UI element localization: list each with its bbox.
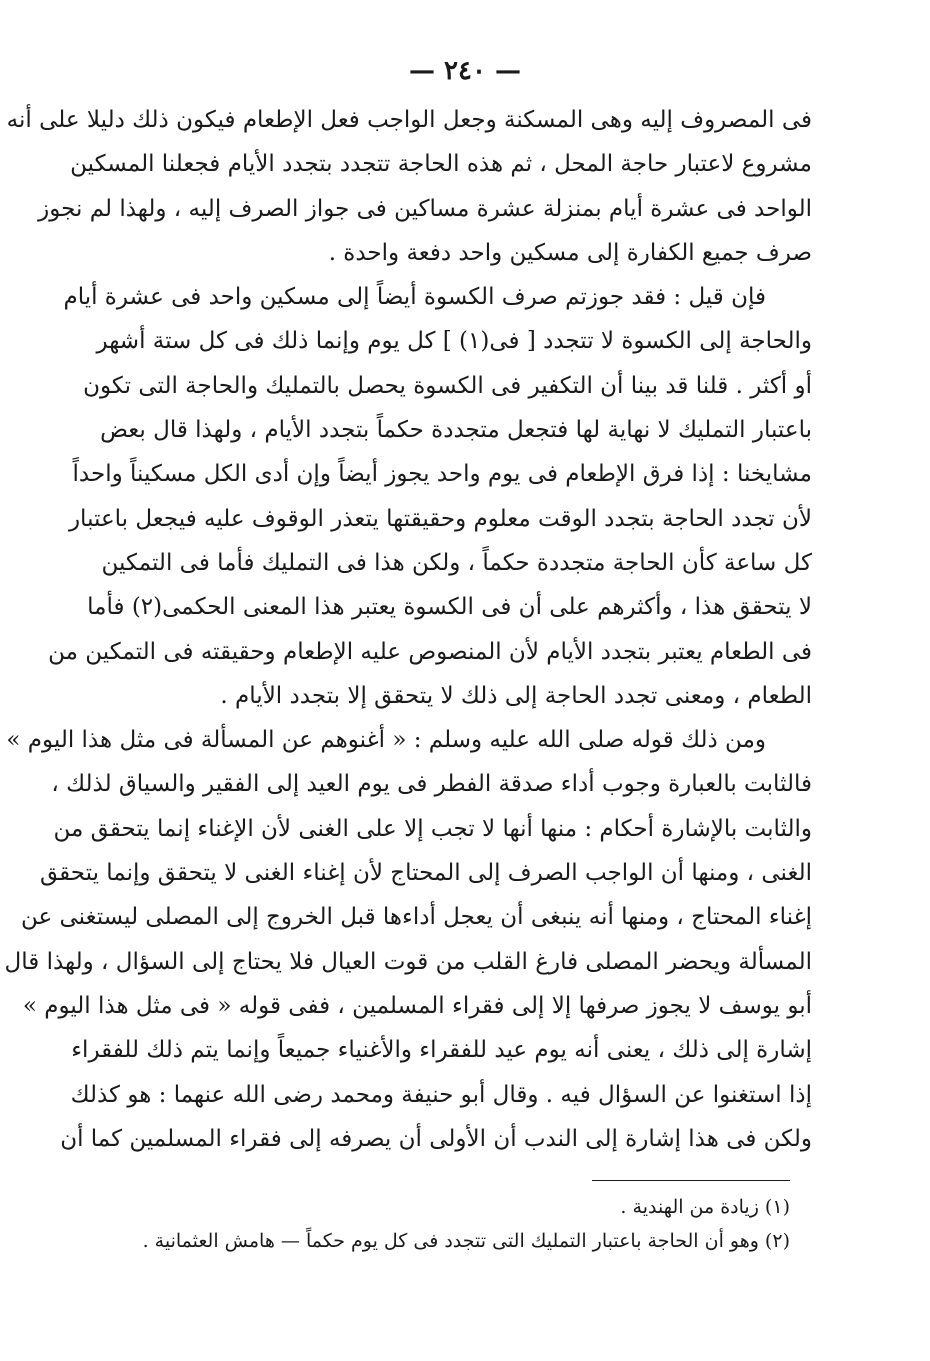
paragraph-3 <box>4 718 812 1161</box>
text-line: فى الطعام يعتبر بتجدد الأيام لأن المنصوص عليه الإطعام وحقيقته فى التمكين من <box>48 638 812 665</box>
text-line: فالثابت بالعبارة وجوب أداء صدقة الفطر فى يوم العيد إلى الفقير والسياق لذلك ، <box>51 771 812 798</box>
footnote-2: (٢) وهو أن الحاجة باعتبار التمليك التى تتجدد فى كل يوم حكماً — هامش العثمانية . <box>142 1230 790 1252</box>
text-line: إغناء المحتاج ، ومنها أنه ينبغى أن يعجل أداءها قبل الخروج إلى المصلى ليستغنى عن <box>20 904 812 931</box>
text-line: ومن ذلك قوله صلى الله عليه وسلم : « أغنوهم عن المسألة فى مثل هذا اليوم » <box>6 727 766 754</box>
footnotes <box>110 1190 790 1258</box>
paragraph-1 <box>6 98 812 275</box>
text-line: إذا استغنوا عن السؤال فيه . وقال أبو حنيفة ومحمد رضى الله عنهما : هو كذلك <box>70 1081 812 1108</box>
footnote-1: (١) زيادة من الهندية . <box>620 1196 790 1218</box>
text-line: الغنى ، ومنها أن الواجب الصرف إلى المحتاج لأن إغناء الغنى لا يتحقق وإنما يتحقق <box>39 860 812 887</box>
text-line: الواحد فى عشرة أيام بمنزلة عشرة مساكين فى جواز الصرف إليه ، ولهذا لم نجوز <box>38 195 812 222</box>
text-line: ولكن فى هذا إشارة إلى الندب أن الأولى أن يصرفه إلى فقراء المسلمين كما أن <box>60 1125 812 1152</box>
text-line: المسألة ويحضر المصلى فارغ القلب من قوت العيال فلا يحتاج إلى السؤال ، ولهذا قال <box>4 948 812 975</box>
text-line: فى المصروف إليه وهى المسكنة وجعل الواجب فعل الإطعام فيكون ذلك دليلا على أنه <box>6 107 812 133</box>
paragraph-2 <box>48 275 812 718</box>
text-line: لأن تجدد الحاجة بتجدد الوقت معلوم وحقيقتها يتعذر الوقوف عليه فيجعل باعتبار <box>68 505 812 532</box>
text-line: مشايخنا : إذا فرق الإطعام فى يوم واحد يجوز أيضاً وإن أدى الكل مسكيناً واحداً <box>72 461 812 488</box>
text-line: والثابت بالإشارة أحكام : منها أنها لا تجب إلا على الغنى لأن الإغناء إنما يتحقق من <box>53 815 812 842</box>
text-line: الطعام ، ومعنى تجدد الحاجة إلى ذلك لا يتحقق إلا بتجدد الأيام . <box>220 682 812 709</box>
text-line: مشروع لاعتبار حاجة المحل ، ثم هذه الحاجة تتجدد بتجدد الأيام فجعلنا المسكين <box>70 151 812 178</box>
text-line: فإن قيل : فقد جوزتم صرف الكسوة أيضاً إلى مسكين واحد فى عشرة أيام <box>63 284 766 311</box>
text-line: باعتبار التمليك لا نهاية لها فتجعل متجددة حكماً بتجدد الأيام ، ولهذا قال بعض <box>100 417 812 444</box>
text-line: كل ساعة كأن الحاجة متجددة حكماً ، ولكن هذا فى التمليك فأما فى التمكين <box>101 549 812 576</box>
text-line: صرف جميع الكفارة إلى مسكين واحد دفعة واحدة . <box>328 239 812 266</box>
footnote-divider <box>592 1180 790 1181</box>
page-number: — ٢٤٠ — <box>408 56 522 86</box>
text-line: أو أكثر . قلنا قد بينا أن التكفير فى الكسوة يحصل بالتمليك والحاجة التى تكون <box>83 372 812 399</box>
text-line: أبو يوسف لا يجوز صرفها إلا إلى فقراء المسلمين ، ففى قوله « فى مثل هذا اليوم » <box>22 992 812 1019</box>
text-line: إشارة إلى ذلك ، يعنى أنه يوم عيد للفقراء والأغنياء جميعاً وإنما يتم ذلك للفقراء <box>71 1037 812 1064</box>
text-line: لا يتحقق هذا ، وأكثرهم على أن فى الكسوة يعتبر هذا المعنى الحكمى(٢) فأما <box>87 594 812 621</box>
text-line: والحاجة إلى الكسوة لا تتجدد [ فى(١) ] كل يوم وإنما ذلك فى كل ستة أشهر <box>96 328 812 355</box>
main-text <box>4 98 812 1161</box>
